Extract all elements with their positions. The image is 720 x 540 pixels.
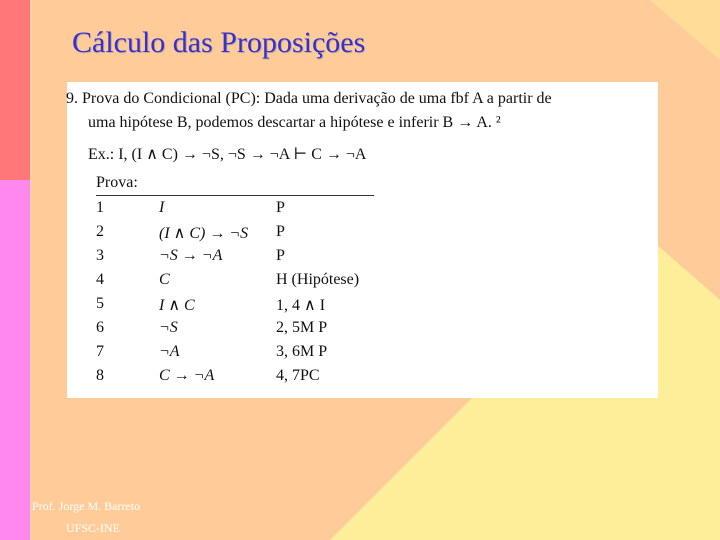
footer-institution: UFSC-INE <box>66 521 121 535</box>
slide-title: Cálculo das Proposições <box>72 26 366 59</box>
left-bar-bottom <box>0 180 30 540</box>
proof-line-number: 7 <box>96 343 104 360</box>
proof-justification: P <box>276 199 285 216</box>
proof-formula: C → ¬A <box>159 367 215 384</box>
proof-justification: P <box>276 223 285 240</box>
rule-text-line-2: uma hipótese B, podemos descartar a hipótese e inferir B → A. ² <box>88 114 501 131</box>
proof-line-number: 2 <box>96 223 104 240</box>
proof-justification: 2, 5M P <box>276 319 328 336</box>
example-sequent: Ex.: I, (I ∧ C) → ¬S, ¬S → ¬A ⊢ C → ¬A <box>88 146 367 163</box>
proof-formula: ¬A <box>159 343 180 360</box>
proof-justification: 3, 6M P <box>276 343 328 360</box>
proof-header: Prova: <box>96 174 138 191</box>
proof-line-number: 5 <box>96 295 104 312</box>
footer-author: Prof. Jorge M. Barreto <box>32 499 141 513</box>
proof-justification: H (Hipótese) <box>276 271 360 288</box>
proof-formula: ¬S → ¬A <box>159 247 223 264</box>
proof-line-number: 6 <box>96 319 104 336</box>
proof-header-divider <box>96 195 374 196</box>
proof-justification: 4, 7PC <box>276 367 320 384</box>
content-card <box>67 82 658 398</box>
proof-formula: (I ∧ C) → ¬S <box>159 225 249 242</box>
proof-formula: I <box>159 199 165 216</box>
proof-line-number: 8 <box>96 367 104 384</box>
proof-justification: 1, 4 ∧ I <box>276 297 326 314</box>
proof-line-number: 1 <box>96 199 104 216</box>
proof-justification: P <box>276 247 285 264</box>
proof-formula: ¬S <box>159 319 178 336</box>
proof-line-number: 3 <box>96 247 104 264</box>
proof-formula: I ∧ C <box>159 297 195 314</box>
left-bar-accent <box>30 0 32 540</box>
rule-text-line-1: 9. Prova do Condicional (PC): Dada uma derivação de uma fbf A a partir de <box>66 90 552 107</box>
proof-line-number: 4 <box>96 271 104 288</box>
proof-formula: C <box>159 271 170 288</box>
left-bar-top <box>0 0 30 180</box>
